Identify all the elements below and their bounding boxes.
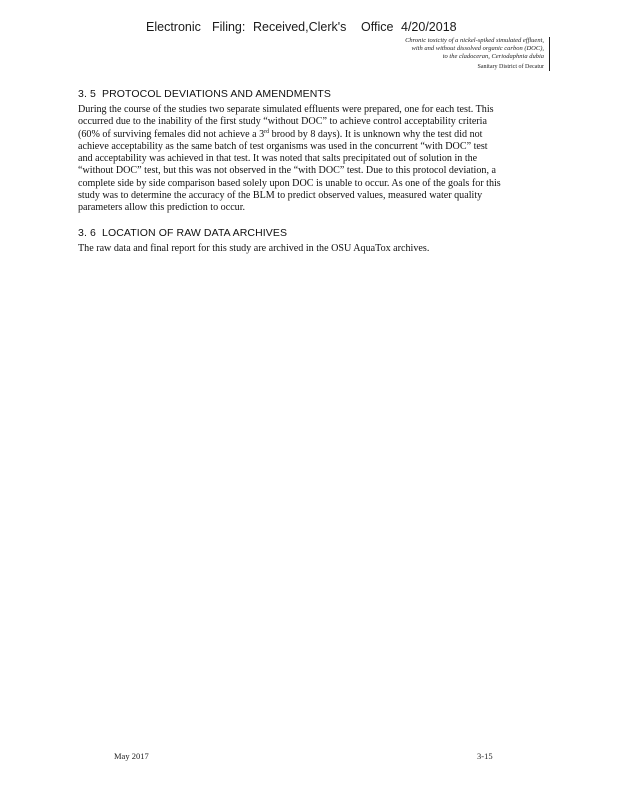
- section-3-5-paragraph: [78, 104, 561, 215]
- running-header-line-1: Chronic toxicity of a nickel-spiked simulated effluent,: [405, 37, 544, 44]
- section-number: 3. 6: [78, 226, 96, 239]
- main-content: [78, 88, 561, 255]
- superscript-ordinal: rd: [264, 128, 270, 135]
- section-3-6-paragraph: [78, 243, 561, 255]
- running-header-organization: Sanitary District of Decatur: [477, 63, 544, 70]
- running-header-line-2: with and without dissolved organic carbon (DOC),: [411, 45, 544, 53]
- filing-stamp: [146, 20, 457, 34]
- paragraph-line: During the course of the studies two separate simulated effluents were prepared, one for each test. This: [78, 104, 494, 115]
- paragraph-line: study was to determine the accuracy of the BLM to predict observed values, measured water quality: [78, 190, 483, 202]
- section-title: PROTOCOL DEVIATIONS AND AMENDMENTS: [102, 88, 331, 100]
- stamp-office: Office: [361, 20, 394, 34]
- paragraph-line: complete side by side comparison based solely upon DOC is unable to occur. As one of the goals for this: [78, 177, 501, 189]
- paragraph-line-part: (60% of surviving females did not achieve a 3: [78, 128, 265, 140]
- paragraph-line: occurred due to the inability of the first study “without DOC” to achieve control acceptability criteria: [78, 116, 487, 128]
- footer-page-number: 3-15: [477, 751, 493, 761]
- paragraph-line: The raw data and final report for this study are archived in the OSU AquaTox archives.: [78, 242, 430, 254]
- section-heading-3-5: [78, 88, 561, 100]
- running-header-line-3: to the cladoceran, Ceriodaphnia dubia: [442, 53, 544, 61]
- stamp-received: Received,Clerk's: [253, 20, 347, 34]
- section-number: 3. 5: [78, 88, 96, 100]
- stamp-electronic: Electronic: [146, 20, 201, 34]
- running-header: [344, 37, 550, 71]
- paragraph-line: “without DOC” test, but this was not observed in the “with DOC” test. Due to this protocol deviation, a: [78, 165, 496, 177]
- paragraph-line-part: brood by 8 days). It is unknown why the test did not: [269, 128, 483, 140]
- paragraph-line: and acceptability was achieved in that test. It was noted that salts precipitated out of solution in the: [78, 153, 478, 165]
- stamp-filing: Filing:: [212, 20, 246, 34]
- footer-date: May 2017: [114, 751, 149, 761]
- stamp-date: 4/20/2018: [401, 20, 457, 34]
- section-heading-3-6: [78, 227, 561, 239]
- paragraph-line: achieve acceptability as the same batch of test organisms was used in the concurrent “with DOC” test: [78, 140, 488, 152]
- paragraph-line: parameters allow this prediction to occur.: [78, 202, 246, 214]
- section-title: LOCATION OF RAW DATA ARCHIVES: [102, 226, 288, 239]
- paragraph-line: [78, 129, 561, 141]
